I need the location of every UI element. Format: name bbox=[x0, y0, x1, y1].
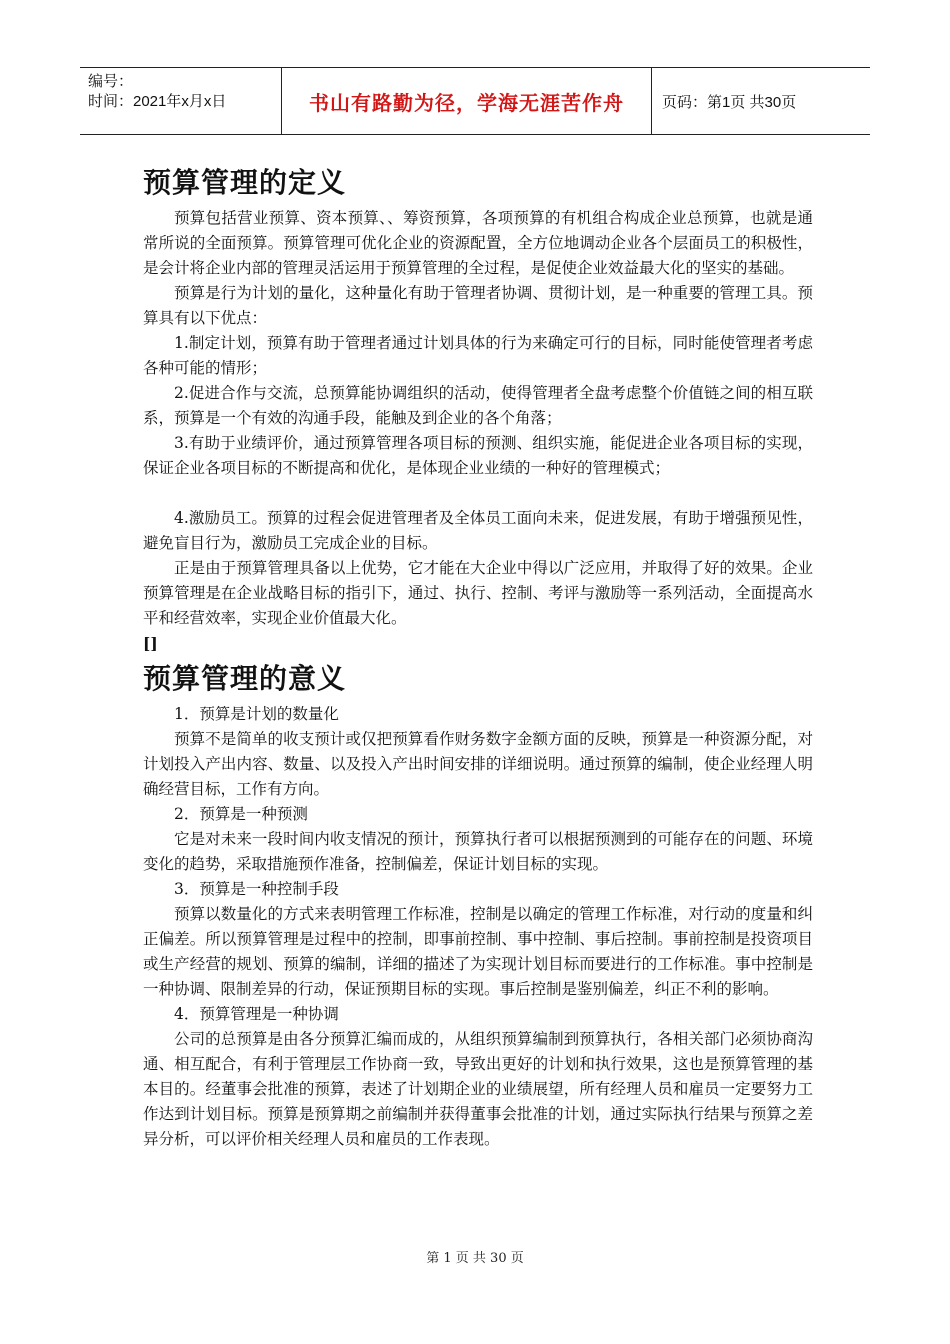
item-heading: 3．预算是一种控制手段 bbox=[174, 880, 339, 898]
list-item: 2.促进合作与交流，总预算能协调组织的活动，使得管理者全盘考虑整个价值链之间的相互联系，预算是一个有效的沟通手段，能触及到企业的各个角落； bbox=[143, 384, 813, 427]
header-motto-cell bbox=[282, 68, 652, 134]
list-item: 1.制定计划，预算有助于管理者通过计划具体的行为来确定可行的目标，同时能使管理者考虑各种可能的情形； bbox=[143, 334, 813, 377]
header-motto: 书山有路勤为径，学海无涯苦作舟 bbox=[309, 90, 624, 115]
page-footer: 第 1 页 共 30 页 bbox=[426, 1251, 524, 1266]
paragraph: 正是由于预算管理具备以上优势，它才能在大企业中得以广泛应用，并取得了好的效果。企业预算管理是在企业战略目标的指引下，通过、执行、控制、考评与激励等一系列活动，全面提高水平和经营效率，实现企业价值最大化。 bbox=[143, 559, 813, 627]
document-body bbox=[143, 160, 813, 1152]
number-label: 编号： bbox=[88, 73, 134, 90]
item-text: 公司的总预算是由各分预算汇编而成的，从组织预算编制到预算执行，各相关部门必须协商沟通、相互配合，有利于管理层工作协商一致，导致出更好的计划和执行效果，这也是预算管理的基本目的。经董事会批准的预算，表述了计划期企业的业绩展望，所有经理人员和雇员一定要努力工作达到计划目标。预算是预算期之前编制并获得董事会批准的计划，通过实际执行结果与预算之差异分析，可以评价相关经理人员和雇员的工作表现。 bbox=[143, 1030, 813, 1148]
item-heading: 4．预算管理是一种协调 bbox=[174, 1005, 339, 1023]
item-text: 预算以数量化的方式来表明管理工作标准，控制是以确定的管理工作标准，对行动的度量和纠正偏差。所以预算管理是过程中的控制，即事前控制、事中控制、事后控制。事前控制是投资项目或生产经营的规划、预算的编制，详细的描述了为实现计划目标而要进行的工作标准。事中控制是一种协调、限制差异的行动，保证预期目标的实现。事后控制是鉴别偏差，纠正不利的影响。 bbox=[143, 905, 813, 998]
list-item: 4.激励员工。预算的过程会促进管理者及全体员工面向未来，促进发展，有助于增强预见性，避免盲目行为，激励员工完成企业的目标。 bbox=[143, 509, 813, 552]
section-title-significance: 预算管理的意义 bbox=[143, 662, 347, 695]
header-page-info: 页码：第1页 共30页 bbox=[662, 93, 797, 111]
paragraph: 预算是行为计划的量化，这种量化有助于管理者协调、贯彻计划，是一种重要的管理工具。预算具有以下优点： bbox=[143, 284, 813, 327]
blank-line bbox=[143, 481, 813, 506]
header-meta bbox=[80, 68, 282, 134]
time-label: 时间：2021年x月x日 bbox=[88, 93, 227, 110]
list-item: 3.有助于业绩评价，通过预算管理各项目标的预测、组织实施，能促进企业各项目标的实现，保证企业各项目标的不断提高和优化，是体现企业业绩的一种好的管理模式； bbox=[143, 434, 813, 477]
paragraph: 预算包括营业预算、资本预算、、筹资预算，各项预算的有机组合构成企业总预算，也就是通常所说的全面预算。预算管理可优化企业的资源配置，全方位地调动企业各个层面员工的积极性，是会计将企业内部的管理灵活运用于预算管理的全过程，是促使企业效益最大化的坚实的基础。 bbox=[143, 209, 813, 277]
bracket-marker: [] bbox=[143, 634, 158, 653]
item-text: 它是对未来一段时间内收支情况的预计，预算执行者可以根据预测到的可能存在的问题、环境变化的趋势，采取措施预作准备，控制偏差，保证计划目标的实现。 bbox=[143, 830, 813, 873]
section-title-definition: 预算管理的定义 bbox=[143, 166, 347, 199]
document-header bbox=[80, 67, 870, 135]
item-text: 预算不是简单的收支预计或仅把预算看作财务数字金额方面的反映，预算是一种资源分配，对计划投入产出内容、数量、以及投入产出时间安排的详细说明。通过预算的编制，使企业经理人明确经营目标，工作有方向。 bbox=[143, 730, 813, 798]
item-heading: 2．预算是一种预测 bbox=[174, 805, 308, 823]
item-heading: 1．预算是计划的数量化 bbox=[174, 705, 339, 723]
